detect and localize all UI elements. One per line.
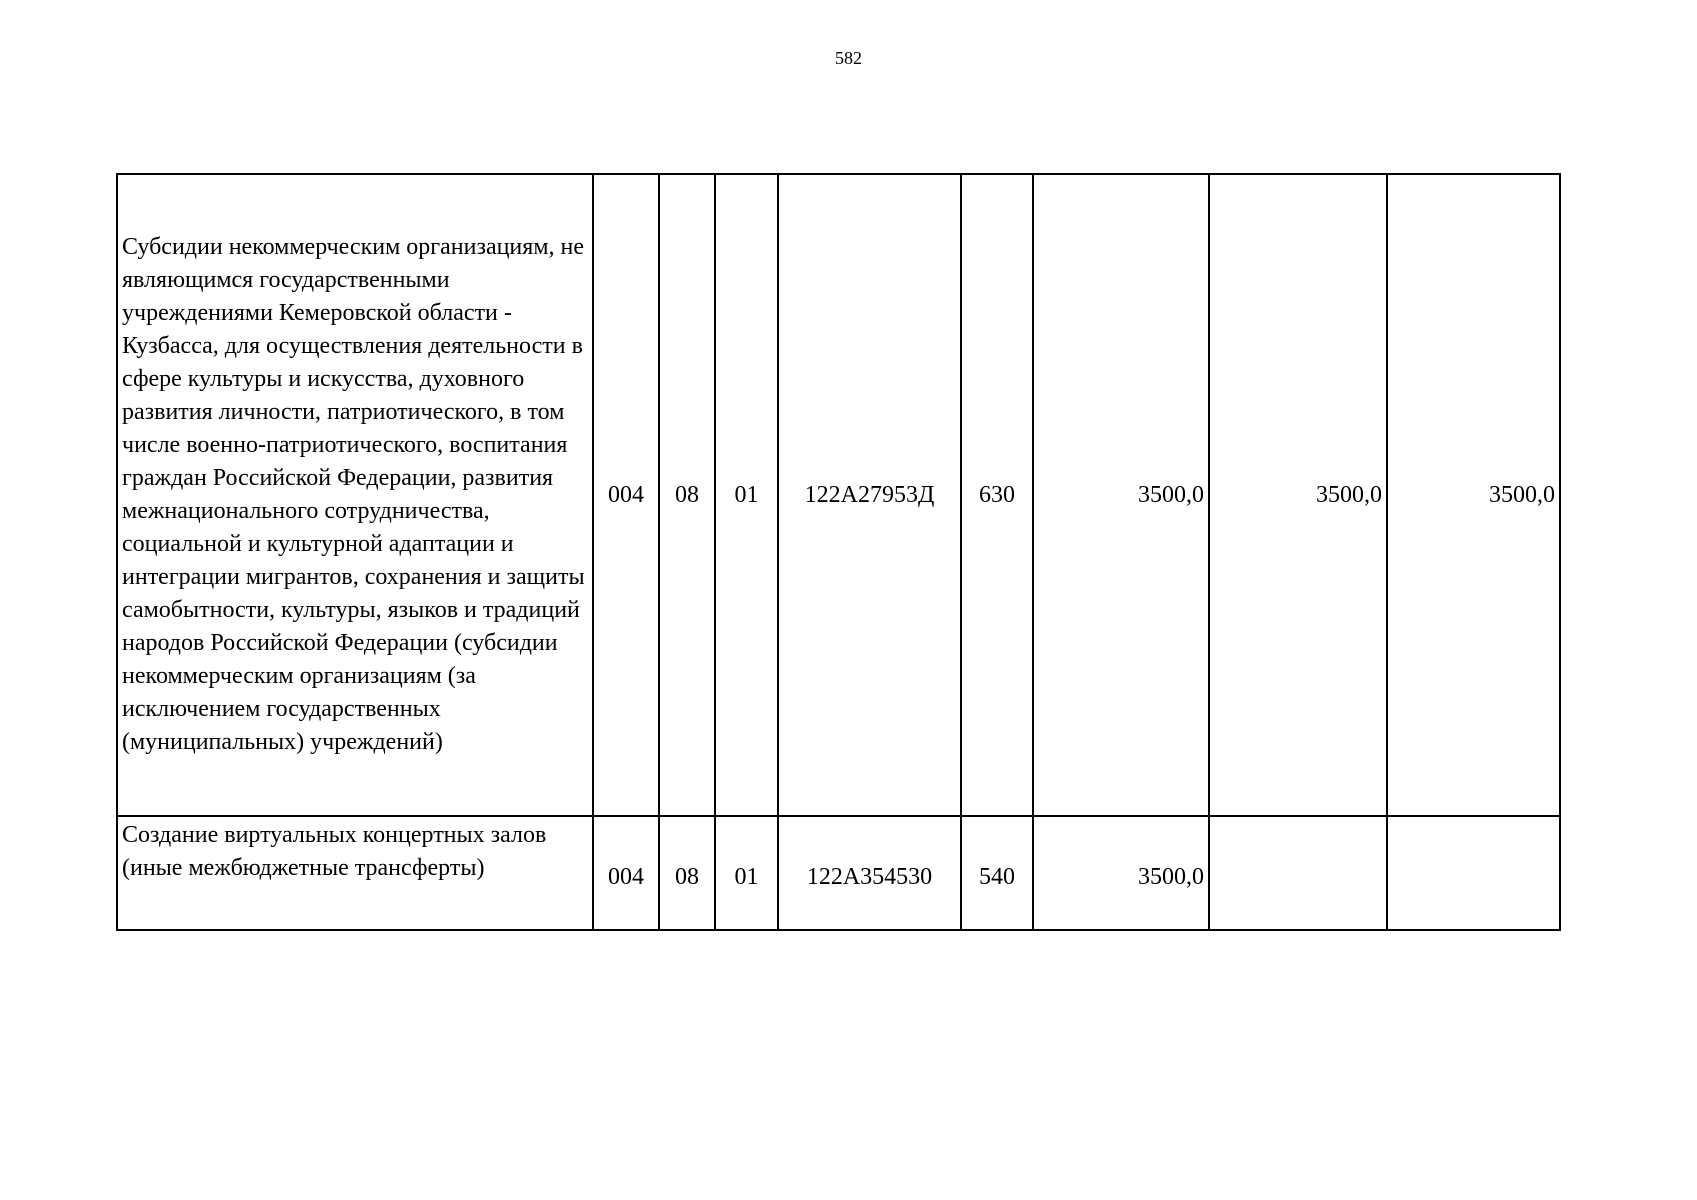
expense-type-code: 540: [961, 816, 1033, 930]
expense-type-code: 630: [961, 174, 1033, 816]
row-description: Субсидии некоммерческим организациям, не являющимся государственными учреждениями Кемеровской области - Кузбасса, для осуществления деятельности в сфере культуры и искусства, духовного развития личности, патриотического, в том числе военно-патриотического, воспитания граждан Российской Федерации, развития межнационального сотрудничества, социальной и культурной адаптации и интеграции мигрантов, сохранения и защиты самобытности, культуры, языков и традиций народов Российской Федерации (субсидии некоммерческим организациям (за исключением государственных (муниципальных) учреждений): [117, 174, 593, 816]
page-number: 582: [835, 48, 862, 68]
amount-year-1: 3500,0: [1033, 816, 1209, 930]
subsection-code: 01: [715, 816, 778, 930]
amount-year-1: 3500,0: [1033, 174, 1209, 816]
amount-year-3: [1387, 816, 1560, 930]
target-article-code: 122А354530: [778, 816, 961, 930]
budget-table: [116, 173, 1561, 931]
amount-year-3: 3500,0: [1387, 174, 1560, 816]
table-row: [117, 174, 1560, 816]
table-row: [117, 816, 1560, 930]
amount-year-2: 3500,0: [1209, 174, 1387, 816]
subsection-code: 01: [715, 174, 778, 816]
ministry-code: 004: [593, 174, 659, 816]
row-description: Создание виртуальных концертных залов (иные межбюджетные трансферты): [117, 816, 593, 930]
ministry-code: 004: [593, 816, 659, 930]
section-code: 08: [659, 174, 715, 816]
amount-year-2: [1209, 816, 1387, 930]
target-article-code: 122А27953Д: [778, 174, 961, 816]
section-code: 08: [659, 816, 715, 930]
